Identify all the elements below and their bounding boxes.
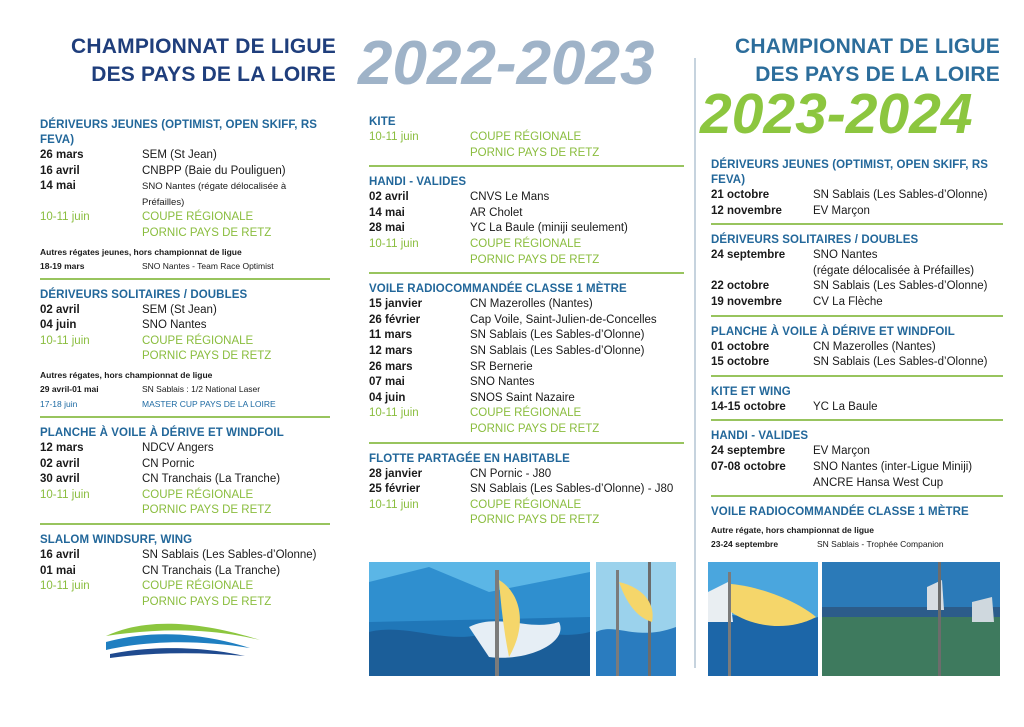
event-club: COUPE RÉGIONALE [142, 580, 254, 593]
section-divider [40, 278, 330, 280]
event-club: PORNIC PAYS DE RETZ [142, 504, 272, 517]
section-handi-valides [369, 175, 684, 274]
left-title [30, 33, 336, 89]
event-club: PORNIC PAYS DE RETZ [142, 595, 272, 608]
event-date: 23-24 septembre [711, 539, 779, 550]
section-title: VOILE RADIOCOMMANDÉE CLASSE 1 MÈTRE [369, 283, 627, 296]
event-date: 04 juin [369, 391, 406, 404]
event-club: PORNIC PAYS DE RETZ [470, 422, 600, 435]
event-date [711, 476, 813, 492]
event-date: 30 avril [40, 473, 80, 486]
event-date [369, 146, 470, 162]
event-club: EV Marçon [813, 445, 870, 458]
event-club: PORNIC PAYS DE RETZ [142, 226, 272, 239]
section-kite [369, 115, 684, 167]
event-club: NDCV Angers [142, 441, 214, 454]
event-date: 12 novembre [711, 204, 782, 217]
event-date [40, 595, 142, 611]
event-date: 10-11 juin [369, 237, 419, 250]
section-divider [711, 419, 1003, 421]
event-date: 02 avril [40, 457, 80, 470]
event-date [40, 226, 142, 242]
event-club: CNVS Le Mans [470, 191, 550, 204]
section-divider [369, 165, 684, 167]
event-date: 04 juin [40, 319, 77, 332]
event-date: 01 octobre [711, 340, 770, 353]
event-club: CN Pornic [142, 457, 195, 470]
event-date [369, 422, 470, 438]
event-date: 26 mars [40, 149, 84, 161]
column-1 [40, 118, 330, 618]
sailing-illustration-1 [369, 562, 590, 676]
event-club: MASTER CUP PAYS DE LA LOIRE [142, 398, 276, 409]
event-date [40, 349, 142, 365]
section-divider [711, 495, 1003, 497]
other-regattas-note: Autre régate, hors championnat de ligue [711, 525, 874, 536]
event-club: CV La Flèche [813, 295, 883, 308]
event-club: SEM (St Jean) [142, 149, 217, 161]
event-club: YC La Baule (miniji seulement) [470, 222, 628, 235]
event-club: SN Sablais (Les Sables-d’Olonne) [813, 356, 988, 369]
sailing-illustration-2 [596, 562, 676, 676]
event-club: COUPE RÉGIONALE [470, 131, 582, 143]
section-divider [40, 416, 330, 418]
event-club: Cap Voile, Saint-Julien-de-Concelles [470, 313, 657, 326]
section-planche-a-voile [711, 325, 1003, 377]
event-date: 16 avril [40, 164, 80, 177]
event-date: 07 mai [369, 376, 405, 389]
event-club: SN Sablais (Les Sables-d’Olonne) [470, 329, 645, 342]
section-title: KITE ET WING [711, 385, 791, 398]
column-2 [369, 115, 684, 537]
event-date [40, 503, 142, 519]
event-club: CN Pornic - J80 [470, 467, 552, 480]
sailing-artwork [822, 562, 1000, 676]
sailing-illustration-3 [708, 562, 818, 676]
event-date: 14-15 octobre [711, 400, 786, 413]
event-club: SN Sablais (Les Sables-d’Olonne) [470, 344, 645, 357]
event-club: COUPE RÉGIONALE [142, 488, 254, 501]
event-club: PORNIC PAYS DE RETZ [142, 350, 272, 363]
event-date: 10-11 juin [40, 488, 90, 501]
section-voile-radiocommandee [711, 505, 1003, 552]
event-club: COUPE RÉGIONALE [142, 211, 254, 224]
other-regattas-note: Autres régates, hors championnat de ligue [40, 369, 213, 380]
logo-navy-wave [110, 648, 245, 658]
event-club: SN Sablais - Trophée Companion [817, 539, 944, 550]
event-club: COUPE RÉGIONALE [142, 334, 254, 347]
event-date: 17-18 juin [40, 398, 78, 409]
event-date: 29 avril-01 mai [40, 383, 99, 394]
event-date: 10-11 juin [40, 580, 90, 593]
event-club: YC La Baule [813, 400, 878, 413]
event-club: SEM (St Jean) [142, 303, 217, 316]
event-date: 14 mai [369, 206, 405, 219]
event-date: 26 février [369, 313, 421, 326]
section-title: DÉRIVEURS JEUNES (OPTIMIST, OPEN SKIFF, RS FEVA) [40, 119, 318, 146]
event-date: 11 mars [369, 329, 412, 342]
section-slalom [40, 533, 330, 610]
event-club: COUPE RÉGIONALE [470, 407, 582, 420]
section-title: VOILE RADIOCOMMANDÉE CLASSE 1 MÈTRE [711, 506, 969, 519]
sailing-artwork [596, 562, 676, 676]
section-deriveurs-solitaires [711, 233, 1003, 316]
event-date: 10-11 juin [369, 498, 419, 511]
event-club: SN Sablais : 1/2 National Laser [142, 383, 261, 394]
event-club: SNO Nantes (régate délocalisée à Préfailles) [142, 181, 287, 208]
event-date: 10-11 juin [369, 131, 419, 143]
section-planche-a-voile [40, 426, 330, 525]
right-title-line1: CHAMPIONNAT DE LIGUE [735, 35, 1000, 58]
logo-blue-wave [106, 634, 250, 650]
event-club: SN Sablais (Les Sables-d’Olonne) [142, 548, 317, 561]
event-date [369, 513, 470, 529]
event-club: CNBPP (Baie du Pouliguen) [142, 164, 286, 177]
event-club: SN Sablais (Les Sables-d’Olonne) - J80 [470, 483, 674, 496]
panel-divider [694, 58, 696, 668]
right-year: 2023-2024 [700, 82, 973, 146]
event-date: 24 septembre [711, 249, 786, 262]
event-club: PORNIC PAYS DE RETZ [470, 514, 600, 527]
section-kite-et-wing [711, 385, 1003, 422]
section-divider [711, 223, 1003, 225]
event-club: SNO Nantes [470, 376, 535, 389]
event-date: 12 mars [369, 344, 413, 357]
event-club: SNO Nantes (inter-Ligue Miniji) [813, 460, 973, 473]
event-date: 10-11 juin [40, 334, 90, 347]
section-divider [40, 523, 330, 525]
event-club: CN Mazerolles (Nantes) [470, 298, 593, 311]
event-date: 22 octobre [711, 280, 770, 293]
event-club: SNOS Saint Nazaire [470, 391, 575, 404]
event-date: 07-08 octobre [711, 460, 786, 473]
section-handi-valides [711, 429, 1003, 497]
section-divider [369, 272, 684, 274]
event-club: PORNIC PAYS DE RETZ [470, 253, 600, 266]
event-club: ANCRE Hansa West Cup [813, 476, 944, 489]
event-club: CN Tranchais (La Tranche) [142, 473, 281, 486]
event-club: (régate délocalisée à Préfailles) [813, 264, 975, 277]
section-title: HANDI - VALIDES [369, 176, 467, 189]
section-deriveurs-jeunes [40, 118, 330, 280]
event-club: SNO Nantes [813, 249, 878, 262]
section-voile-radiocommandee [369, 282, 684, 443]
section-title: FLOTTE PARTAGÉE EN HABITABLE [369, 452, 570, 465]
event-date: 02 avril [369, 191, 409, 204]
event-club: PORNIC PAYS DE RETZ [470, 146, 600, 159]
left-title-line1: CHAMPIONNAT DE LIGUE [71, 35, 336, 58]
event-club: SN Sablais (Les Sables-d’Olonne) [813, 280, 988, 293]
event-date: 15 janvier [369, 298, 423, 311]
section-title: KITE [369, 116, 396, 128]
event-date: 02 avril [40, 303, 80, 316]
section-divider [369, 442, 684, 444]
event-date [369, 253, 470, 269]
event-club: SN Sablais (Les Sables-d’Olonne) [813, 189, 988, 201]
event-date: 18-19 mars [40, 260, 85, 271]
section-title: SLALOM WINDSURF, WING [40, 533, 193, 546]
sailing-artwork [708, 562, 818, 676]
event-club: SNO Nantes [142, 319, 207, 332]
sailing-illustration-4 [822, 562, 1000, 676]
event-date: 16 avril [40, 548, 80, 561]
event-date: 26 mars [369, 360, 413, 373]
event-date: 12 mars [40, 441, 84, 454]
left-title-line2: DES PAYS DE LA LOIRE [91, 63, 336, 86]
event-club: SNO Nantes - Team Race Optimist [142, 260, 274, 271]
event-date: 28 janvier [369, 467, 423, 480]
section-title: DÉRIVEURS JEUNES (OPTIMIST, OPEN SKIFF, RS FEVA) [711, 159, 989, 186]
event-club: CN Tranchais (La Tranche) [142, 564, 281, 577]
event-club: SR Bernerie [470, 360, 533, 373]
section-title: PLANCHE À VOILE À DÉRIVE ET WINDFOIL [711, 325, 955, 338]
event-date: 21 octobre [711, 189, 770, 201]
event-club: AR Cholet [470, 206, 523, 219]
event-date: 15 octobre [711, 356, 770, 369]
event-club: CN Mazerolles (Nantes) [813, 340, 936, 353]
section-title: DÉRIVEURS SOLITAIRES / DOUBLES [711, 234, 919, 247]
event-club: EV Marçon [813, 204, 870, 217]
other-regattas-note: Autres régates jeunes, hors championnat de ligue [40, 246, 242, 257]
event-date: 25 février [369, 483, 421, 496]
column-3 [711, 158, 1003, 560]
left-year: 2022-2023 [358, 29, 655, 98]
event-date: 10-11 juin [369, 407, 419, 420]
event-date [711, 264, 813, 280]
section-title: PLANCHE À VOILE À DÉRIVE ET WINDFOIL [40, 426, 284, 439]
right-title-line2: DES PAYS DE LA LOIRE [755, 63, 1000, 86]
section-deriveurs-solitaires [40, 288, 330, 418]
event-date: 14 mai [40, 180, 76, 193]
event-club: COUPE RÉGIONALE [470, 237, 582, 250]
event-date: 10-11 juin [40, 211, 90, 224]
event-club: COUPE RÉGIONALE [470, 498, 582, 511]
event-date: 24 septembre [711, 445, 786, 458]
event-date: 19 novembre [711, 295, 782, 308]
section-flotte-partagee [369, 452, 684, 529]
section-deriveurs-jeunes [711, 158, 1003, 225]
section-title: DÉRIVEURS SOLITAIRES / DOUBLES [40, 288, 248, 301]
event-date: 28 mai [369, 222, 405, 235]
section-divider [711, 375, 1003, 377]
league-logo [100, 614, 270, 660]
sailing-artwork [369, 562, 590, 676]
section-divider [711, 315, 1003, 317]
event-date: 01 mai [40, 564, 76, 577]
section-title: HANDI - VALIDES [711, 430, 809, 443]
